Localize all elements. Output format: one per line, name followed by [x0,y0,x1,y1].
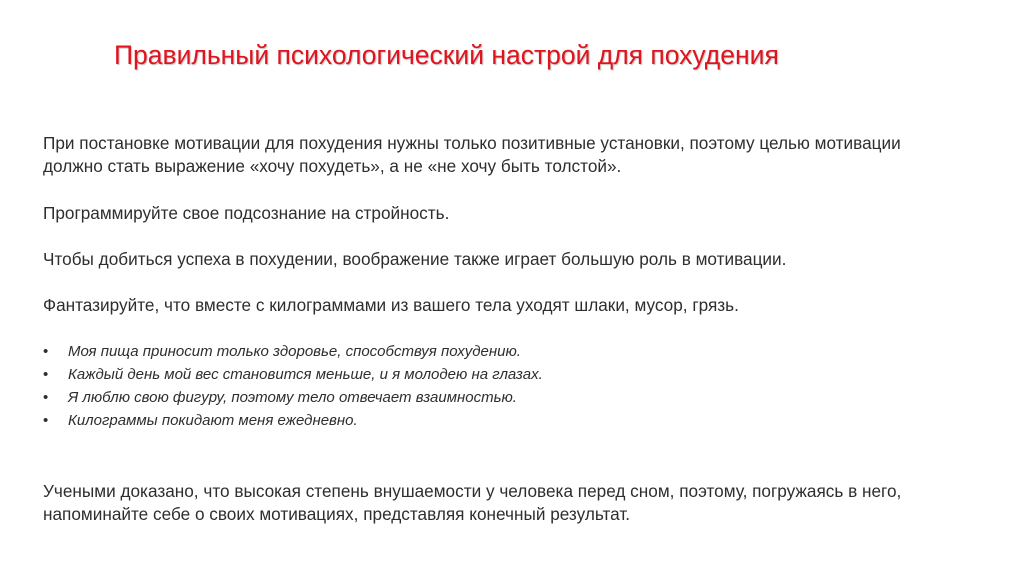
list-item-text: Килограммы покидают меня ежедневно. [68,412,358,429]
list-item [43,340,943,363]
paragraph-imagination: Чтобы добиться успеха в похудении, воображение также играет большую роль в мотивации. [43,249,787,269]
paragraph-motivation: При постановке мотивации для похудения нужны только позитивные установки, поэтому целью мотивации должно стать выражение «хочу похудеть», а не «не хочу быть толстой». [43,133,901,176]
list-item-text: Каждый день мой вес становится меньше, и я молодею на глазах. [68,366,543,383]
bullet-icon: • [43,366,49,383]
bullet-icon: • [43,412,49,429]
paragraph-subconscious: Программируйте свое подсознание на стройность. [43,203,450,223]
bullet-icon: • [43,389,49,406]
affirmations-list [43,340,943,432]
slide-title: Правильный психологический настрой для похудения [114,40,779,70]
list-item [43,386,943,409]
list-item [43,363,943,386]
paragraph-fantasize: Фантазируйте, что вместе с килограммами из вашего тела уходят шлаки, мусор, грязь. [43,295,739,315]
bullet-icon: • [43,343,49,360]
list-item [43,409,943,432]
list-item-text: Моя пища приносит только здоровье, способствуя похудению. [68,343,521,360]
paragraph-closing: Учеными доказано, что высокая степень внушаемости у человека перед сном, поэтому, погружаясь в него, напоминайте себе о своих мотивациях, представляя конечный результат. [43,481,902,524]
list-item-text: Я люблю свою фигуру, поэтому тело отвечает взаимностью. [68,389,517,406]
